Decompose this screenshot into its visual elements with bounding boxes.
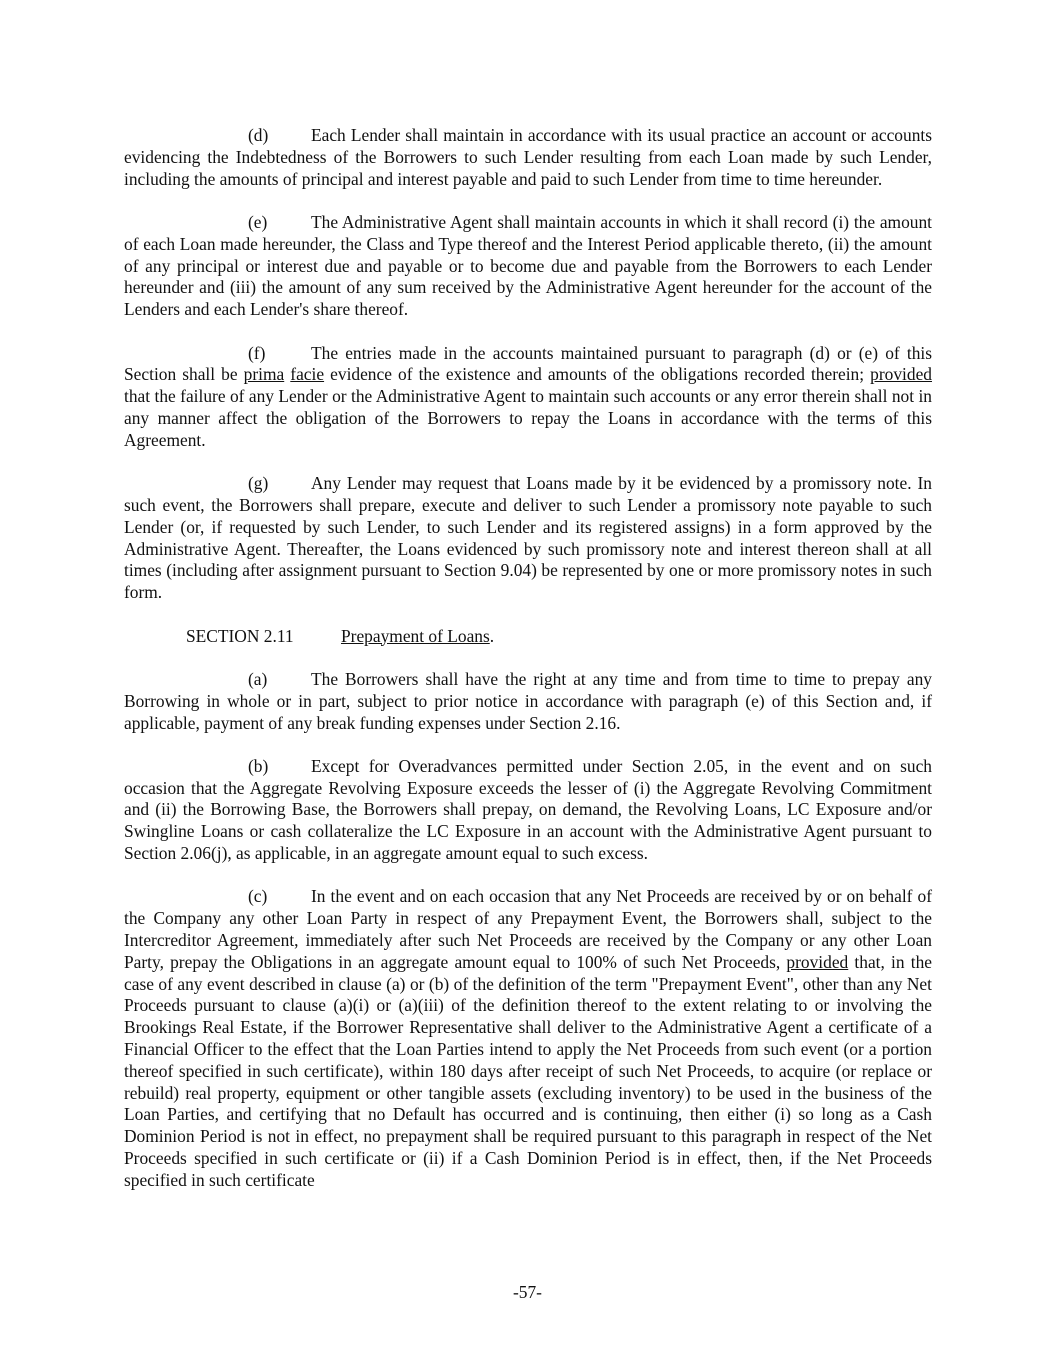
paragraph-label: (d) xyxy=(248,125,269,145)
paragraph-label: (e) xyxy=(248,211,268,232)
paragraph-d xyxy=(124,125,932,190)
paragraph-e xyxy=(124,212,932,321)
underlined-term: prima xyxy=(243,364,285,385)
section-title-period: . xyxy=(489,625,495,646)
section-title: Prepayment of Loans xyxy=(341,625,490,646)
paragraph-text: The Administrative Agent shall maintain accounts in which it shall record (i) the amount of each Loan made hereunder, the Class and Type thereof and the Interest Period applicable thereto, (ii) the amount of any principal or interest due and payable or to become due and payable from the Borrowers to each Lender hereunder and (iii) the amount of any sum received by the Administrative Agent hereunder for the account of the Lenders and each Lender's share thereof. xyxy=(124,211,932,320)
paragraph-a xyxy=(124,669,932,734)
paragraph-c xyxy=(124,886,932,1191)
paragraph-b xyxy=(124,756,932,865)
paragraph-label: (a) xyxy=(248,668,268,689)
section-heading xyxy=(124,626,932,648)
document-page xyxy=(124,125,932,1213)
section-number: SECTION 2.11 xyxy=(186,625,294,646)
underlined-term: provided xyxy=(870,364,932,385)
paragraph-text: that, in the case of any event described in clause (a) or (b) of the definition of the term "Prepayment Event", other than any Net Proceeds pursuant to clause (a)(i) or (a)(iii) of the definition thereof to the extent relating to or involving the Brookings Real Estate, if the Borrower Representative shall deliver to the Administrative Agent a certificate of a Financial Officer to the effect that the Loan Parties intend to apply the Net Proceeds from such event (or a portion thereof specified in such certificate), within 180 days after receipt of such Net Proceeds, to acquire (or replace or rebuild) real property, equipment or other tangible assets (excluding inventory) to be used in the business of the Loan Parties, and certifying that no Default has occurred and is continuing, then either (i) so long as a Cash Dominion Period is not in effect, no prepayment shall be required pursuant to this paragraph in respect of the Net Proceeds specified in such certificate or (ii) if a Cash Dominion Period is in effect, then, if the Net Proceeds specified in such certificate xyxy=(124,951,932,1190)
paragraph-label: (c) xyxy=(248,886,268,907)
paragraph-text: Except for Overadvances permitted under Section 2.05, in the event and on such occasion that the Aggregate Revolving Exposure exceeds the lesser of (i) the Aggregate Revolving Commitment and (ii) the Borrowing Base, the Borrowers shall prepay, on demand, the Revolving Loans, LC Exposure and/or Swingline Loans or cash collateralize the LC Exposure in an account with the Administrative Agent pursuant to Section 2.06(j), as applicable, in an aggregate amount equal to such excess. xyxy=(124,755,932,864)
paragraph-label: (b) xyxy=(248,755,269,776)
underlined-term: facie xyxy=(290,364,325,385)
paragraph-g xyxy=(124,473,932,604)
underlined-term: provided xyxy=(786,951,849,972)
paragraph-label: (f) xyxy=(248,342,266,363)
paragraph-text: The entries made in the accounts maintained pursuant to paragraph (d) or (e) of this Section shall be xyxy=(124,342,932,385)
paragraph-text: that the failure of any Lender or the Administrative Agent to maintain such accounts or any error therein shall not in any manner affect the obligation of the Borrowers to repay the Loans in accordance with the terms of this Agreement. xyxy=(124,386,932,450)
paragraph-f xyxy=(124,343,932,452)
paragraph-text: In the event and on each occasion that any Net Proceeds are received by or on behalf of the Company any other Loan Party in respect of any Prepayment Event, the Borrowers shall, subject to the Intercreditor Agreement, immediately after such Net Proceeds are received by the Company or any other Loan Party, prepay the Obligations in an aggregate amount equal to 100% of such Net Proceeds, xyxy=(124,886,932,972)
paragraph-text: The Borrowers shall have the right at any time and from time to time to prepay any Borrowing in whole or in part, subject to prior notice in accordance with paragraph (e) of this Section and, if applicable, payment of any break funding expenses under Section 2.16. xyxy=(124,668,932,733)
paragraph-text: Each Lender shall maintain in accordance with its usual practice an account or accounts evidencing the Indebtedness of the Borrowers to such Lender resulting from each Loan made by such Lender, including the amounts of principal and interest payable and paid to such Lender from time to time hereunder. xyxy=(124,125,932,189)
paragraph-text: evidence of the existence and amounts of the obligations recorded therein; xyxy=(324,364,871,385)
paragraph-text: Any Lender may request that Loans made by it be evidenced by a promissory note. In such event, the Borrowers shall prepare, execute and deliver to such Lender a promissory note payable to such Lender (or, if requested by such Lender, to such Lender and its registered assigns) in a form approved by the Administrative Agent. Thereafter, the Loans evidenced by such promissory note and interest thereon shall at all times (including after assignment pursuant to Section 9.04) be represented by one or more promissory notes in such form. xyxy=(124,473,932,603)
paragraph-label: (g) xyxy=(248,473,269,494)
page-number: -57- xyxy=(513,1282,542,1302)
